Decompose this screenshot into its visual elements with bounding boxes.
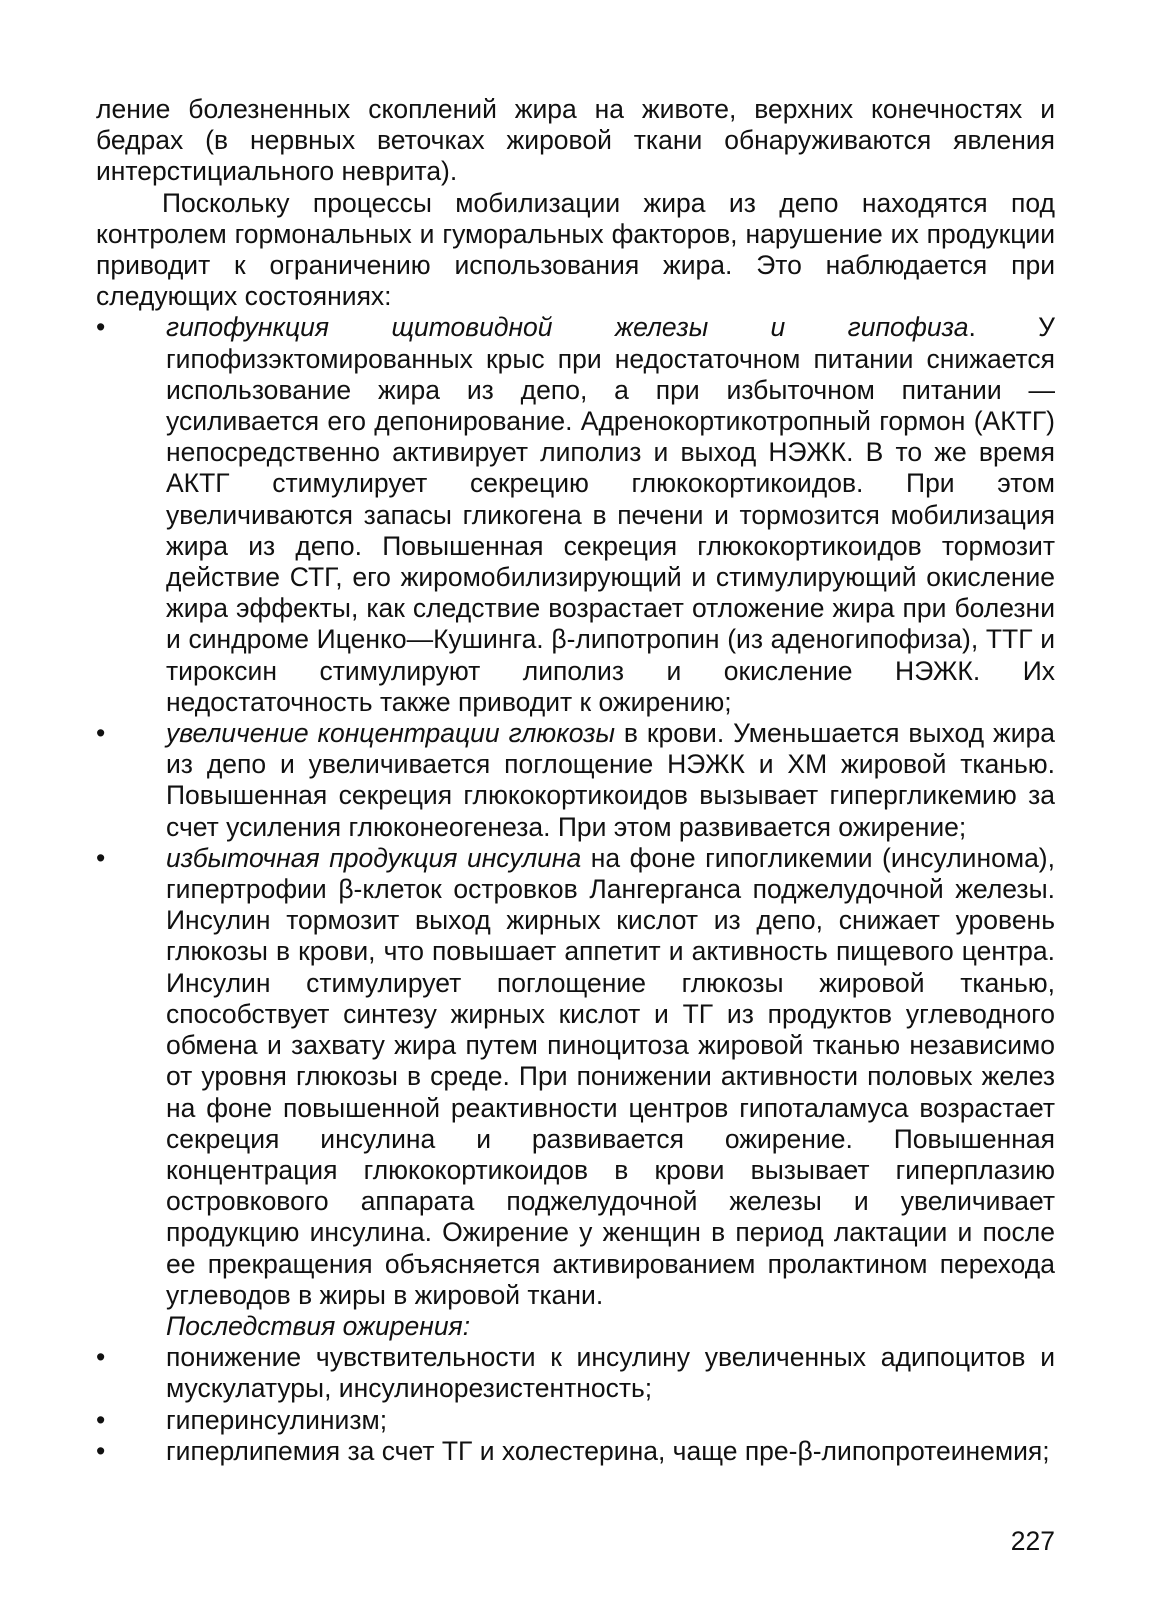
- list-item-consequence: [96, 1405, 1055, 1436]
- bullet-icon: •: [96, 718, 106, 749]
- list-item-term: гипофункция щитовидной железы и гипофиза: [166, 312, 969, 343]
- paragraph-mobilization: Поскольку процессы мобилизации жира из депо находятся под контролем гормональных и гуморальных факторов, нарушение их продукции приводит к ограничению использования жира. Это наблюдается при следующих состояниях:: [96, 187, 1055, 312]
- bullet-icon: •: [96, 1342, 106, 1373]
- list-item-term: избыточная продукция инсулина: [166, 842, 582, 873]
- consequences-heading: Последствия ожирения:: [166, 1310, 471, 1341]
- conditions-list: [96, 312, 1055, 1311]
- list-item-consequence: [96, 1342, 1055, 1404]
- consequences-list: [96, 1342, 1055, 1467]
- bullet-icon: •: [96, 842, 106, 873]
- list-item-text: гиперлипемия за счет ТГ и холестерина, чаще пре-β-липопротеинемия;: [166, 1435, 1050, 1466]
- page-body: [96, 94, 1055, 1467]
- bullet-icon: •: [96, 312, 106, 343]
- list-item-text: в крови. Уменьшается выход жира из депо и увеличивается поглощение НЭЖК и ХМ жировой тканью. Повышенная секреция глюкокортикоидов вызывает гипергликемию за счет усиления глюконеогенеза. При этом развивается ожирение;: [166, 718, 1055, 842]
- list-item-text: . У гипофизэктомированных крыс при недостаточном питании снижается использование жира из депо, а при избыточном питании — усиливается его депонирование. Адренокортикотропный гормон (АКТГ) непосредственно активирует липолиз и выход НЭЖК. В то же время АКТГ стимулирует секрецию глюкокортикоидов. При этом увеличиваются запасы гликогена в печени и тормозится мобилизация жира из депо. Повышенная секреция глюкокортикоидов тормозит действие СТГ, его жиромобилизирующий и стимулирующий окисление жира эффекты, как следствие возрастает отложение жира при болезни и синдроме Иценко—Кушинга. β-липотропин (из аденогипофиза), ТТГ и тироксин стимулируют липолиз и окисление НЭЖК. Их недостаточность также приводит к ожирению;: [166, 312, 1056, 717]
- list-item-glucose: [96, 718, 1055, 843]
- list-item-term: увеличение концентрации глюкозы: [166, 718, 615, 749]
- bullet-icon: •: [96, 1404, 106, 1435]
- paragraph-continued: ление болезненных скоплений жира на животе, верхних конечностях и бедрах (в нервных веточках жировой ткани обнаруживаются явления интерстициального неврита).: [96, 94, 1055, 187]
- page-number: 227: [1010, 1526, 1055, 1556]
- list-item-consequence: [96, 1436, 1055, 1467]
- list-item-text: понижение чувствительности к инсулину увеличенных адипоцитов и мускулатуры, инсулинорезистентность;: [166, 1342, 1055, 1404]
- list-item-hypofunction: [96, 312, 1055, 718]
- list-item-text: гиперинсулинизм;: [166, 1404, 388, 1435]
- list-item-text: на фоне гипогликемии (инсулинома), гипертрофии β-клеток островков Лангерганса поджелудочной железы. Инсулин тормозит выход жирных кислот из депо, снижает уровень глюкозы в крови, что повышает аппетит и активность пищевого центра. Инсулин стимулирует поглощение глюкозы жировой тканью, способствует синтезу жирных кислот и ТГ из продуктов углеводного обмена и захвату жира путем пиноцитоза жировой тканью независимо от уровня глюкозы в среде. При понижении активности половых желез на фоне повышенной реактивности центров гипоталамуса возрастает секреция инсулина и развивается ожирение. Повышенная концентрация глюкокортикоидов в крови вызывает гиперплазию островкового аппарата поджелудочной железы и увеличивает продукцию инсулина. Ожирение у женщин в период лактации и после ее прекращения объясняется активированием пролактином перехода углеводов в жиры в жировой ткани.: [166, 842, 1055, 1310]
- list-item-insulin: [96, 843, 1055, 1311]
- bullet-icon: •: [96, 1435, 106, 1466]
